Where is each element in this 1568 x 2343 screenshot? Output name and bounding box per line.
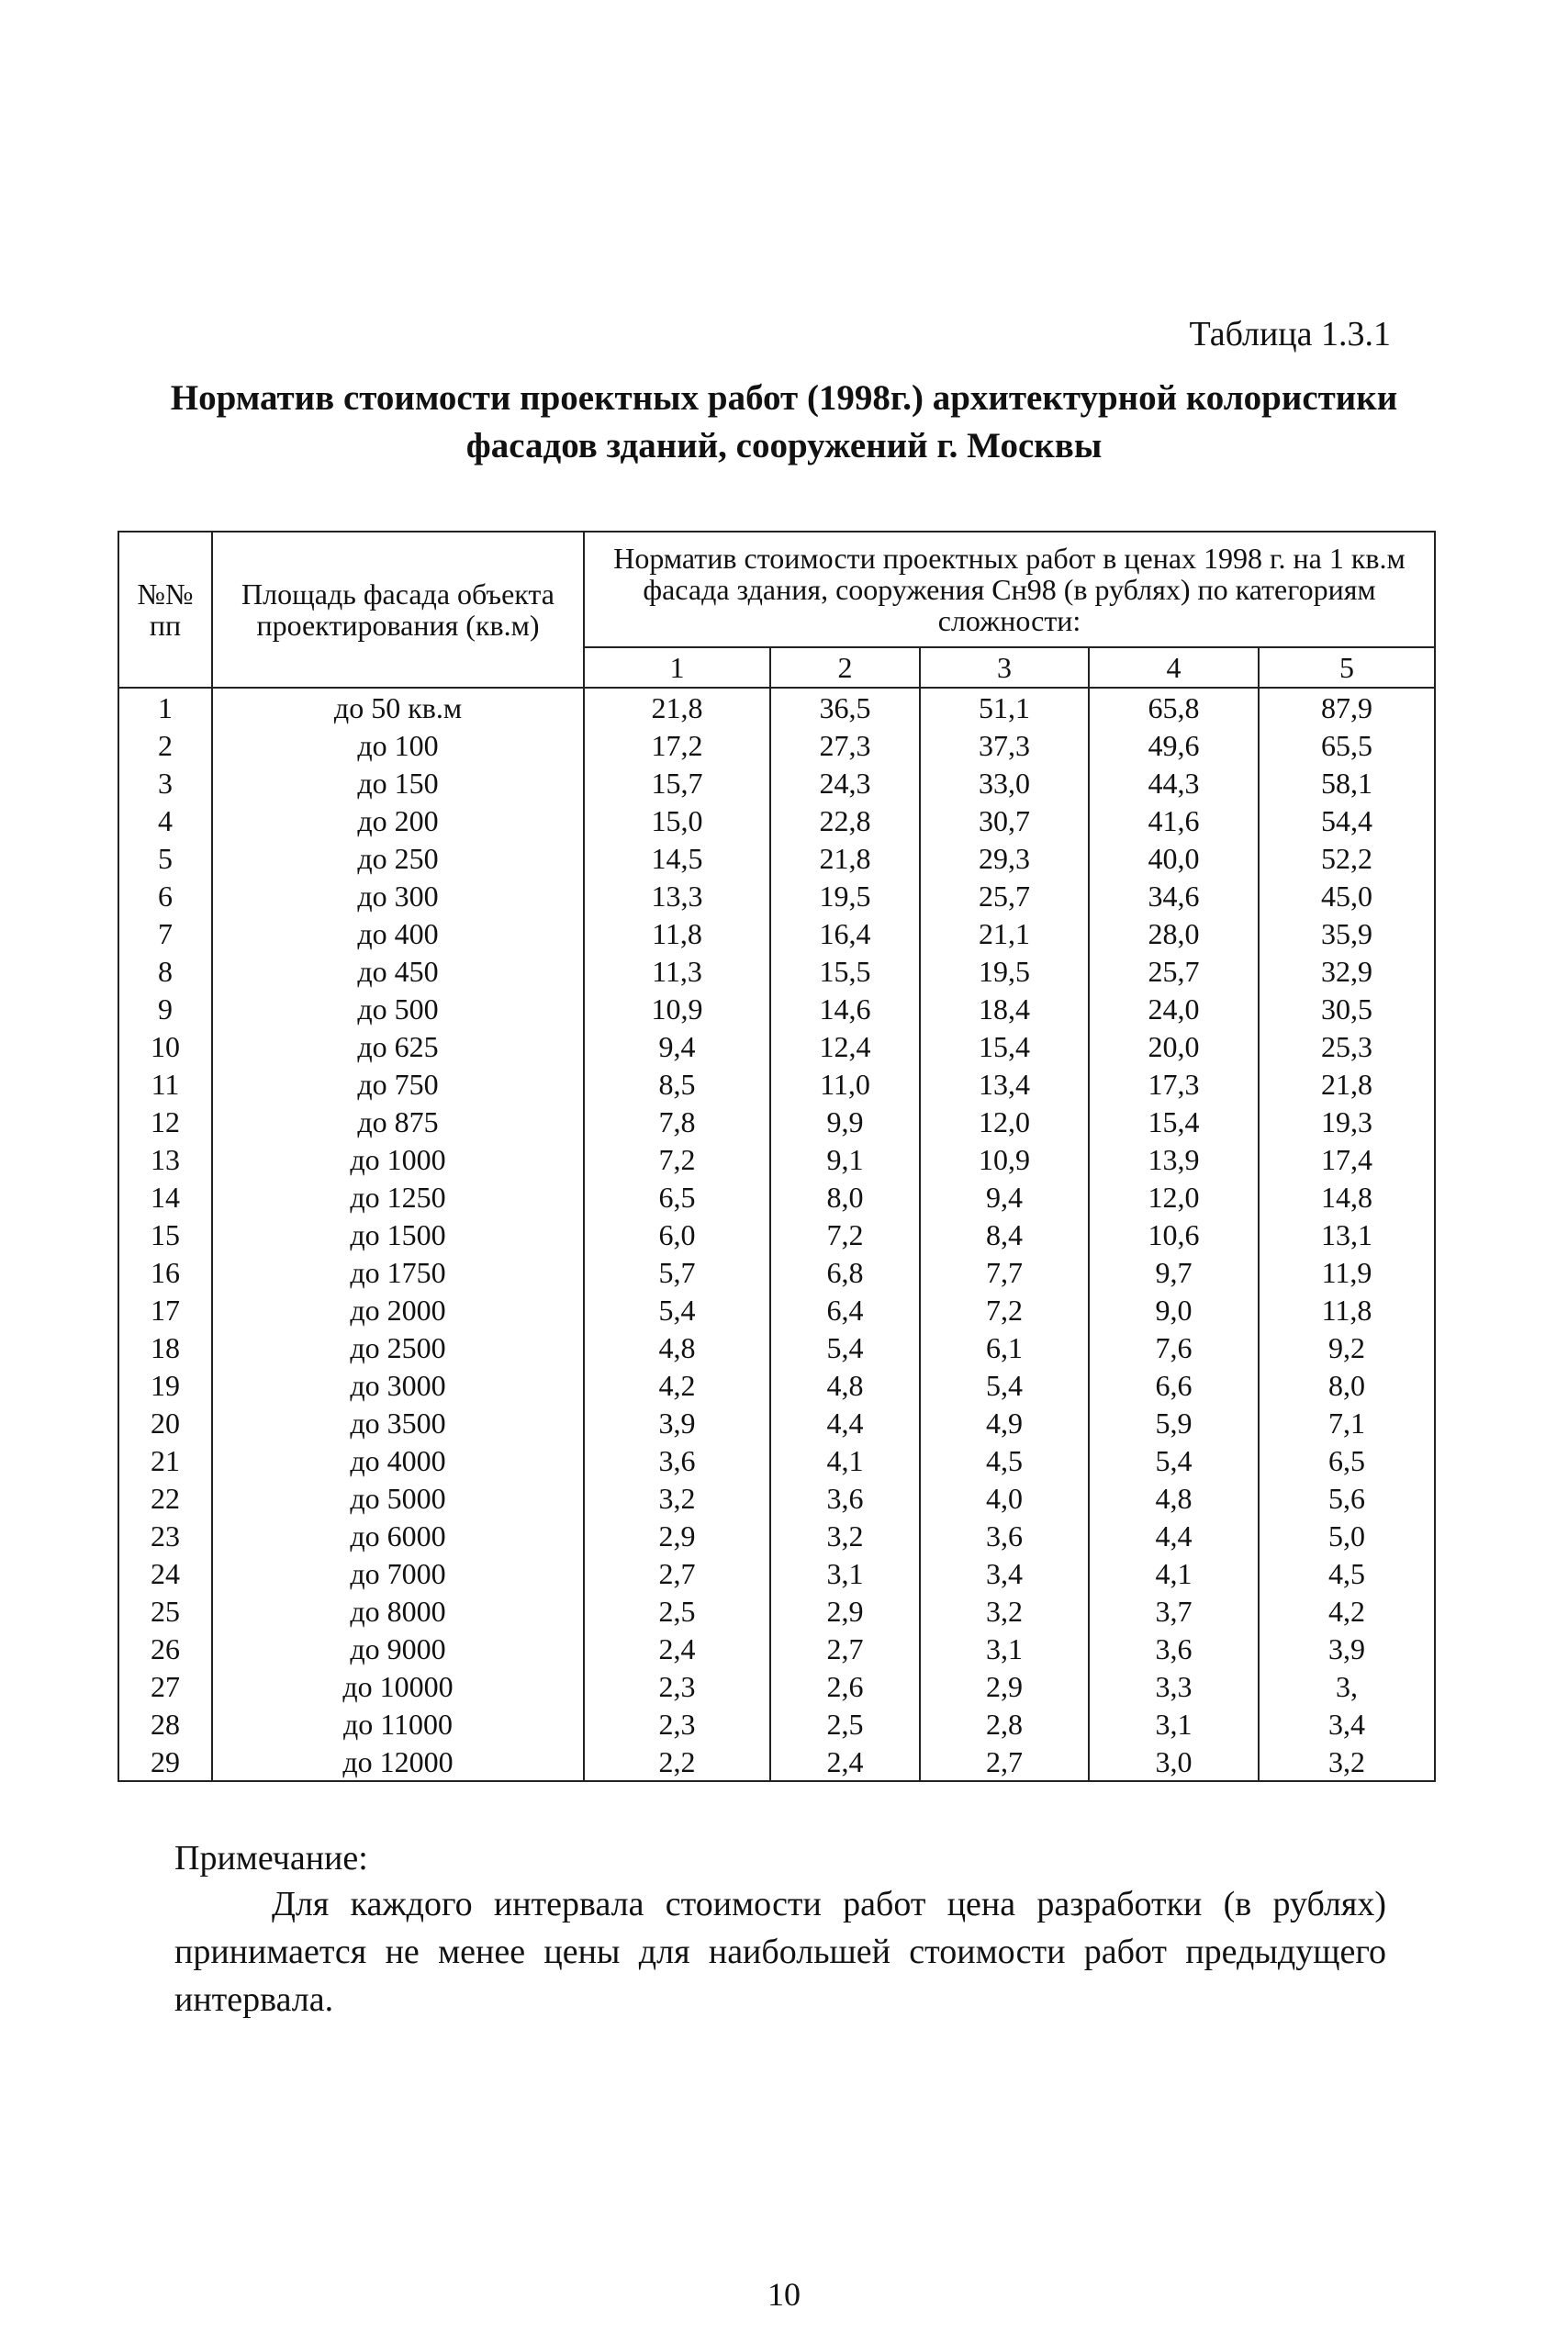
area-cell: до 625 (212, 1027, 584, 1065)
cost-cell: 8,0 (770, 1178, 920, 1216)
col-header-area: Площадь фасада объекта проектирования (кв.м) (212, 532, 584, 688)
cost-cell: 25,7 (920, 877, 1089, 914)
cost-cell: 14,8 (1259, 1178, 1435, 1216)
cost-cell: 16,4 (770, 914, 920, 952)
cost-cell: 3,1 (1089, 1705, 1259, 1743)
cost-cell: 4,8 (770, 1366, 920, 1404)
row-number-cell: 27 (118, 1667, 212, 1705)
cost-cell: 4,8 (1089, 1479, 1259, 1517)
cost-cell: 13,9 (1089, 1140, 1259, 1178)
cost-cell: 9,7 (1089, 1253, 1259, 1291)
row-number-cell: 25 (118, 1592, 212, 1630)
table-row (118, 1253, 1435, 1291)
cost-cell: 10,9 (584, 990, 770, 1027)
cost-cell: 17,4 (1259, 1140, 1435, 1178)
document-title: Норматив стоимости проектных работ (1998г.) архитектурной колористики фасадов зданий, сооружений г. Москвы (170, 378, 1398, 465)
cost-cell: 13,1 (1259, 1216, 1435, 1253)
row-number-cell: 23 (118, 1517, 212, 1554)
area-cell: до 4000 (212, 1441, 584, 1479)
area-cell: до 1250 (212, 1178, 584, 1216)
cost-cell: 22,8 (770, 802, 920, 839)
cost-cell: 15,5 (770, 952, 920, 990)
cost-cell: 15,0 (584, 802, 770, 839)
cost-cell: 24,3 (770, 764, 920, 802)
cost-cell: 21,8 (584, 688, 770, 726)
area-cell: до 1750 (212, 1253, 584, 1291)
cost-cell: 17,3 (1089, 1065, 1259, 1103)
area-cell: до 3500 (212, 1404, 584, 1441)
cost-cell: 6,8 (770, 1253, 920, 1291)
category-header: 4 (1089, 647, 1259, 688)
cost-norm-table (118, 531, 1436, 1782)
cost-cell: 12,0 (920, 1103, 1089, 1140)
table-body (118, 688, 1435, 1781)
cost-cell: 15,7 (584, 764, 770, 802)
table-row (118, 1216, 1435, 1253)
cost-cell: 4,0 (920, 1479, 1089, 1517)
cost-cell: 65,8 (1089, 688, 1259, 726)
area-cell: до 150 (212, 764, 584, 802)
cost-cell: 58,1 (1259, 764, 1435, 802)
col-header-norm: Норматив стоимости проектных работ в ценах 1998 г. на 1 кв.м фасада здания, сооружения Сн98 (в рублях) по категориям сложности: (584, 532, 1435, 647)
cost-cell: 27,3 (770, 726, 920, 764)
cost-cell: 11,0 (770, 1065, 920, 1103)
table-row (118, 839, 1435, 877)
row-number-cell: 1 (118, 688, 212, 726)
col-header-number: №№ пп (118, 532, 212, 688)
table-row (118, 1103, 1435, 1140)
cost-cell: 3,6 (1089, 1630, 1259, 1667)
cost-cell: 2,9 (920, 1667, 1089, 1705)
table-row (118, 1441, 1435, 1479)
row-number-cell: 13 (118, 1140, 212, 1178)
row-number-cell: 4 (118, 802, 212, 839)
cost-cell: 34,6 (1089, 877, 1259, 914)
cost-cell: 3,7 (1089, 1592, 1259, 1630)
cost-cell: 3,0 (1089, 1743, 1259, 1781)
cost-cell: 2,9 (770, 1592, 920, 1630)
cost-cell: 2,6 (770, 1667, 920, 1705)
table-row (118, 1554, 1435, 1592)
cost-cell: 41,6 (1089, 802, 1259, 839)
table-row (118, 1517, 1435, 1554)
area-cell: до 2500 (212, 1328, 584, 1366)
row-number-cell: 18 (118, 1328, 212, 1366)
cost-cell: 32,9 (1259, 952, 1435, 990)
cost-cell: 19,5 (770, 877, 920, 914)
area-cell: до 10000 (212, 1667, 584, 1705)
cost-cell: 21,8 (1259, 1065, 1435, 1103)
area-cell: до 6000 (212, 1517, 584, 1554)
cost-cell: 5,4 (1089, 1441, 1259, 1479)
cost-cell: 4,5 (1259, 1554, 1435, 1592)
cost-cell: 2,3 (584, 1705, 770, 1743)
table-row (118, 1592, 1435, 1630)
row-number-cell: 8 (118, 952, 212, 990)
area-cell: до 1000 (212, 1140, 584, 1178)
table-row (118, 1479, 1435, 1517)
cost-cell: 2,4 (770, 1743, 920, 1781)
cost-cell: 9,0 (1089, 1291, 1259, 1328)
table-row (118, 1027, 1435, 1065)
row-number-cell: 5 (118, 839, 212, 877)
cost-cell: 7,8 (584, 1103, 770, 1140)
cost-cell: 44,3 (1089, 764, 1259, 802)
cost-cell: 2,9 (584, 1517, 770, 1554)
category-header: 2 (770, 647, 920, 688)
cost-cell: 4,8 (584, 1328, 770, 1366)
cost-cell: 9,9 (770, 1103, 920, 1140)
cost-cell: 3,4 (1259, 1705, 1435, 1743)
row-number-cell: 7 (118, 914, 212, 952)
row-number-cell: 20 (118, 1404, 212, 1441)
area-cell: до 8000 (212, 1592, 584, 1630)
cost-cell: 2,2 (584, 1743, 770, 1781)
cost-cell: 4,1 (770, 1441, 920, 1479)
cost-cell: 19,3 (1259, 1103, 1435, 1140)
row-number-cell: 29 (118, 1743, 212, 1781)
cost-cell: 3,1 (920, 1630, 1089, 1667)
table-row (118, 764, 1435, 802)
row-number-cell: 16 (118, 1253, 212, 1291)
row-number-cell: 21 (118, 1441, 212, 1479)
table-row (118, 726, 1435, 764)
cost-cell: 17,2 (584, 726, 770, 764)
cost-cell: 7,7 (920, 1253, 1089, 1291)
cost-cell: 36,5 (770, 688, 920, 726)
page-number: 10 (767, 2276, 801, 2313)
cost-cell: 35,9 (1259, 914, 1435, 952)
cost-cell: 7,6 (1089, 1328, 1259, 1366)
cost-cell: 45,0 (1259, 877, 1435, 914)
cost-cell: 9,4 (920, 1178, 1089, 1216)
cost-cell: 3,3 (1089, 1667, 1259, 1705)
cost-cell: 2,5 (770, 1705, 920, 1743)
cost-cell: 15,4 (920, 1027, 1089, 1065)
cost-cell: 5,4 (584, 1291, 770, 1328)
cost-cell: 5,0 (1259, 1517, 1435, 1554)
area-cell: до 2000 (212, 1291, 584, 1328)
cost-cell: 18,4 (920, 990, 1089, 1027)
cost-cell: 6,5 (1259, 1441, 1435, 1479)
cost-cell: 3,9 (584, 1404, 770, 1441)
cost-cell: 11,8 (1259, 1291, 1435, 1328)
cost-cell: 7,2 (770, 1216, 920, 1253)
cost-cell: 21,1 (920, 914, 1089, 952)
cost-cell: 4,1 (1089, 1554, 1259, 1592)
cost-cell: 25,7 (1089, 952, 1259, 990)
row-number-cell: 9 (118, 990, 212, 1027)
area-cell: до 750 (212, 1065, 584, 1103)
cost-cell: 54,4 (1259, 802, 1435, 839)
cost-cell: 5,7 (584, 1253, 770, 1291)
table-row (118, 1366, 1435, 1404)
category-header: 5 (1259, 647, 1435, 688)
note-text: Для каждого интервала стоимости работ цена разработки (в рублях) принимается не менее цены для наибольшей стоимости работ предыдущего интервала. (174, 1885, 1386, 2019)
cost-cell: 2,4 (584, 1630, 770, 1667)
cost-cell: 4,4 (770, 1404, 920, 1441)
table-row (118, 1291, 1435, 1328)
cost-cell: 3,6 (770, 1479, 920, 1517)
row-number-cell: 26 (118, 1630, 212, 1667)
cost-cell: 7,1 (1259, 1404, 1435, 1441)
cost-cell: 49,6 (1089, 726, 1259, 764)
row-number-cell: 2 (118, 726, 212, 764)
cost-cell: 13,3 (584, 877, 770, 914)
table-row (118, 877, 1435, 914)
cost-cell: 12,0 (1089, 1178, 1259, 1216)
category-header: 1 (584, 647, 770, 688)
cost-cell: 4,9 (920, 1404, 1089, 1441)
cost-cell: 3,1 (770, 1554, 920, 1592)
cost-cell: 3,6 (584, 1441, 770, 1479)
row-number-cell: 10 (118, 1027, 212, 1065)
cost-cell: 13,4 (920, 1065, 1089, 1103)
cost-cell: 7,2 (920, 1291, 1089, 1328)
cost-cell: 3,2 (770, 1517, 920, 1554)
cost-cell: 4,5 (920, 1441, 1089, 1479)
cost-cell: 6,5 (584, 1178, 770, 1216)
row-number-cell: 17 (118, 1291, 212, 1328)
cost-cell: 33,0 (920, 764, 1089, 802)
cost-cell: 3,2 (920, 1592, 1089, 1630)
cost-cell: 5,6 (1259, 1479, 1435, 1517)
table-row (118, 1178, 1435, 1216)
cost-cell: 3,9 (1259, 1630, 1435, 1667)
cost-cell: 12,4 (770, 1027, 920, 1065)
table-row (118, 1140, 1435, 1178)
area-cell: до 200 (212, 802, 584, 839)
cost-cell: 20,0 (1089, 1027, 1259, 1065)
table-row (118, 1705, 1435, 1743)
cost-cell: 52,2 (1259, 839, 1435, 877)
cost-cell: 21,8 (770, 839, 920, 877)
cost-cell: 3,2 (1259, 1743, 1435, 1781)
cost-cell: 10,6 (1089, 1216, 1259, 1253)
note-label: Примечание: (174, 1839, 368, 1878)
cost-cell: 24,0 (1089, 990, 1259, 1027)
table-row (118, 990, 1435, 1027)
area-cell: до 400 (212, 914, 584, 952)
cost-cell: 6,1 (920, 1328, 1089, 1366)
cost-cell: 11,9 (1259, 1253, 1435, 1291)
area-cell: до 3000 (212, 1366, 584, 1404)
row-number-cell: 22 (118, 1479, 212, 1517)
area-cell: до 500 (212, 990, 584, 1027)
row-number-cell: 6 (118, 877, 212, 914)
cost-cell: 4,4 (1089, 1517, 1259, 1554)
cost-cell: 10,9 (920, 1140, 1089, 1178)
table-row (118, 1667, 1435, 1705)
cost-cell: 8,4 (920, 1216, 1089, 1253)
cost-cell: 3,6 (920, 1517, 1089, 1554)
area-cell: до 875 (212, 1103, 584, 1140)
row-number-cell: 28 (118, 1705, 212, 1743)
cost-cell: 11,3 (584, 952, 770, 990)
cost-cell: 8,5 (584, 1065, 770, 1103)
row-number-cell: 15 (118, 1216, 212, 1253)
area-cell: до 5000 (212, 1479, 584, 1517)
table-row (118, 688, 1435, 726)
table-row (118, 1404, 1435, 1441)
row-number-cell: 12 (118, 1103, 212, 1140)
table-row (118, 802, 1435, 839)
cost-cell: 65,5 (1259, 726, 1435, 764)
cost-cell: 2,7 (920, 1743, 1089, 1781)
cost-cell: 11,8 (584, 914, 770, 952)
area-cell: до 450 (212, 952, 584, 990)
cost-cell: 51,1 (920, 688, 1089, 726)
row-number-cell: 3 (118, 764, 212, 802)
cost-cell: 3,4 (920, 1554, 1089, 1592)
cost-cell: 15,4 (1089, 1103, 1259, 1140)
table-number: Таблица 1.3.1 (1189, 315, 1391, 353)
category-header: 3 (920, 647, 1089, 688)
cost-cell: 87,9 (1259, 688, 1435, 726)
row-number-cell: 11 (118, 1065, 212, 1103)
area-cell: до 100 (212, 726, 584, 764)
cost-cell: 6,6 (1089, 1366, 1259, 1404)
cost-cell: 25,3 (1259, 1027, 1435, 1065)
cost-cell: 9,4 (584, 1027, 770, 1065)
cost-cell: 5,4 (770, 1328, 920, 1366)
cost-cell: 2,7 (770, 1630, 920, 1667)
cost-cell: 30,7 (920, 802, 1089, 839)
cost-cell: 2,8 (920, 1705, 1089, 1743)
table-row (118, 1630, 1435, 1667)
table-row (118, 1065, 1435, 1103)
area-cell: до 11000 (212, 1705, 584, 1743)
table-row (118, 1743, 1435, 1781)
cost-cell: 29,3 (920, 839, 1089, 877)
area-cell: до 12000 (212, 1743, 584, 1781)
area-cell: до 50 кв.м (212, 688, 584, 726)
cost-cell: 9,1 (770, 1140, 920, 1178)
cost-cell: 3,2 (584, 1479, 770, 1517)
cost-cell: 2,7 (584, 1554, 770, 1592)
cost-cell: 28,0 (1089, 914, 1259, 952)
cost-cell: 40,0 (1089, 839, 1259, 877)
cost-cell: 14,5 (584, 839, 770, 877)
cost-cell: 30,5 (1259, 990, 1435, 1027)
cost-cell: 7,2 (584, 1140, 770, 1178)
cost-cell: 9,2 (1259, 1328, 1435, 1366)
cost-cell: 14,6 (770, 990, 920, 1027)
area-cell: до 7000 (212, 1554, 584, 1592)
table-row (118, 914, 1435, 952)
cost-cell: 8,0 (1259, 1366, 1435, 1404)
cost-cell: 19,5 (920, 952, 1089, 990)
cost-cell: 6,4 (770, 1291, 920, 1328)
cost-cell: 3, (1259, 1667, 1435, 1705)
area-cell: до 250 (212, 839, 584, 877)
cost-cell: 5,4 (920, 1366, 1089, 1404)
area-cell: до 1500 (212, 1216, 584, 1253)
row-number-cell: 14 (118, 1178, 212, 1216)
row-number-cell: 19 (118, 1366, 212, 1404)
area-cell: до 9000 (212, 1630, 584, 1667)
cost-cell: 4,2 (1259, 1592, 1435, 1630)
table-row (118, 952, 1435, 990)
cost-cell: 4,2 (584, 1366, 770, 1404)
cost-cell: 2,5 (584, 1592, 770, 1630)
cost-cell: 37,3 (920, 726, 1089, 764)
area-cell: до 300 (212, 877, 584, 914)
cost-cell: 2,3 (584, 1667, 770, 1705)
row-number-cell: 24 (118, 1554, 212, 1592)
table-row (118, 1328, 1435, 1366)
cost-cell: 6,0 (584, 1216, 770, 1253)
cost-cell: 5,9 (1089, 1404, 1259, 1441)
